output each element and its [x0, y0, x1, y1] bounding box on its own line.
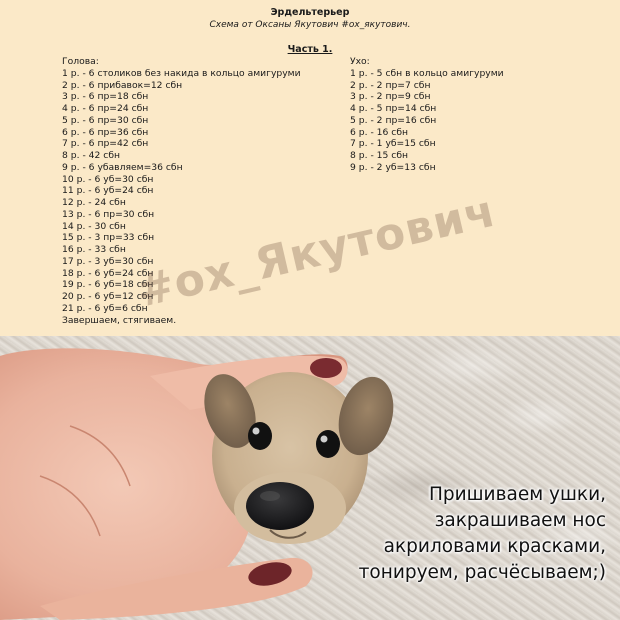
caption-line-3: акриловами красками, — [383, 536, 606, 557]
ear-row: 4 р. - 5 пр=14 сбн — [350, 103, 437, 114]
ear-row: 5 р. - 2 пр=16 сбн — [350, 114, 437, 126]
ear-column — [350, 56, 504, 174]
head-row: 10 р. - 6 уб=30 сбн — [62, 173, 154, 185]
head-row: 12 р. - 24 сбн — [62, 197, 126, 208]
head-row: 6 р. - 6 пр=36 сбн — [62, 126, 149, 138]
head-row: 21 р. - 6 уб=6 сбн — [62, 302, 148, 314]
head-row: 5 р. - 6 пр=30 сбн — [62, 114, 149, 126]
head-row: 16 р. - 33 сбн — [62, 244, 126, 255]
head-row: 13 р. - 6 пр=30 сбн — [62, 208, 155, 220]
head-row: 11 р. - 6 уб=24 сбн — [62, 185, 154, 197]
head-row: 20 р. - 6 уб=12 сбн — [62, 291, 154, 302]
head-row: 17 р. - 3 уб=30 сбн — [62, 255, 154, 267]
ear-row: 9 р. - 2 уб=13 сбн — [350, 161, 436, 173]
part-title: Часть 1. — [287, 44, 333, 55]
left-eye — [248, 422, 272, 450]
head-row: 18 р. - 6 уб=24 сбн — [62, 267, 154, 279]
ear-row: 1 р. - 5 сбн в кольцо амигуруми — [350, 67, 504, 79]
watermark: #ох_Якутович — [132, 185, 501, 318]
head-finish-note: Завершаем, стягиваем. — [62, 314, 177, 326]
ear-row: 7 р. - 1 уб=15 сбн — [350, 138, 436, 150]
head-row: 3 р. - 6 пр=18 сбн — [62, 91, 149, 103]
head-row: 15 р. - 3 пр=33 сбн — [62, 232, 155, 244]
head-row: 7 р. - 6 пр=42 сбн — [62, 138, 149, 150]
right-eye — [316, 430, 340, 458]
nose — [246, 482, 314, 530]
ear-row: 3 р. - 2 пр=9 сбн — [350, 91, 431, 103]
ear-row: 2 р. - 2 пр=7 сбн — [350, 79, 431, 91]
head-row: 14 р. - 30 сбн — [62, 220, 126, 232]
photo-dog-head — [0, 336, 620, 620]
head-row: 9 р. - 6 убавляем=36 сбн — [62, 161, 183, 173]
head-row: 2 р. - 6 прибавок=12 сбн — [62, 79, 183, 91]
nail-index — [310, 358, 342, 378]
head-row: 19 р. - 6 уб=18 сбн — [62, 279, 154, 291]
head-rows — [62, 68, 301, 315]
document-subtitle: Схема от Оксаны Якутович #ох_якутович. — [209, 20, 411, 30]
caption-line-1: Пришиваем ушки, — [428, 484, 606, 505]
caption-line-4: тонируем, расчёсываем;) — [358, 562, 606, 583]
document-title: Эрдельтерьер — [270, 7, 350, 18]
ear-row: 8 р. - 15 сбн — [350, 150, 409, 161]
head-row: 8 р. - 42 сбн — [62, 150, 121, 161]
head-column — [62, 56, 301, 326]
photo-caption — [359, 482, 606, 586]
head-row: 4 р. - 6 пр=24 сбн — [62, 103, 149, 114]
ear-heading: Ухо: — [350, 56, 370, 67]
head-heading: Голова: — [62, 56, 99, 67]
caption-line-2: закрашиваем нос — [434, 510, 606, 531]
ear-rows — [350, 68, 504, 174]
ear-row: 6 р. - 16 сбн — [350, 126, 409, 138]
head-row: 1 р. - 6 столиков без накида в кольцо амигуруми — [62, 67, 301, 79]
